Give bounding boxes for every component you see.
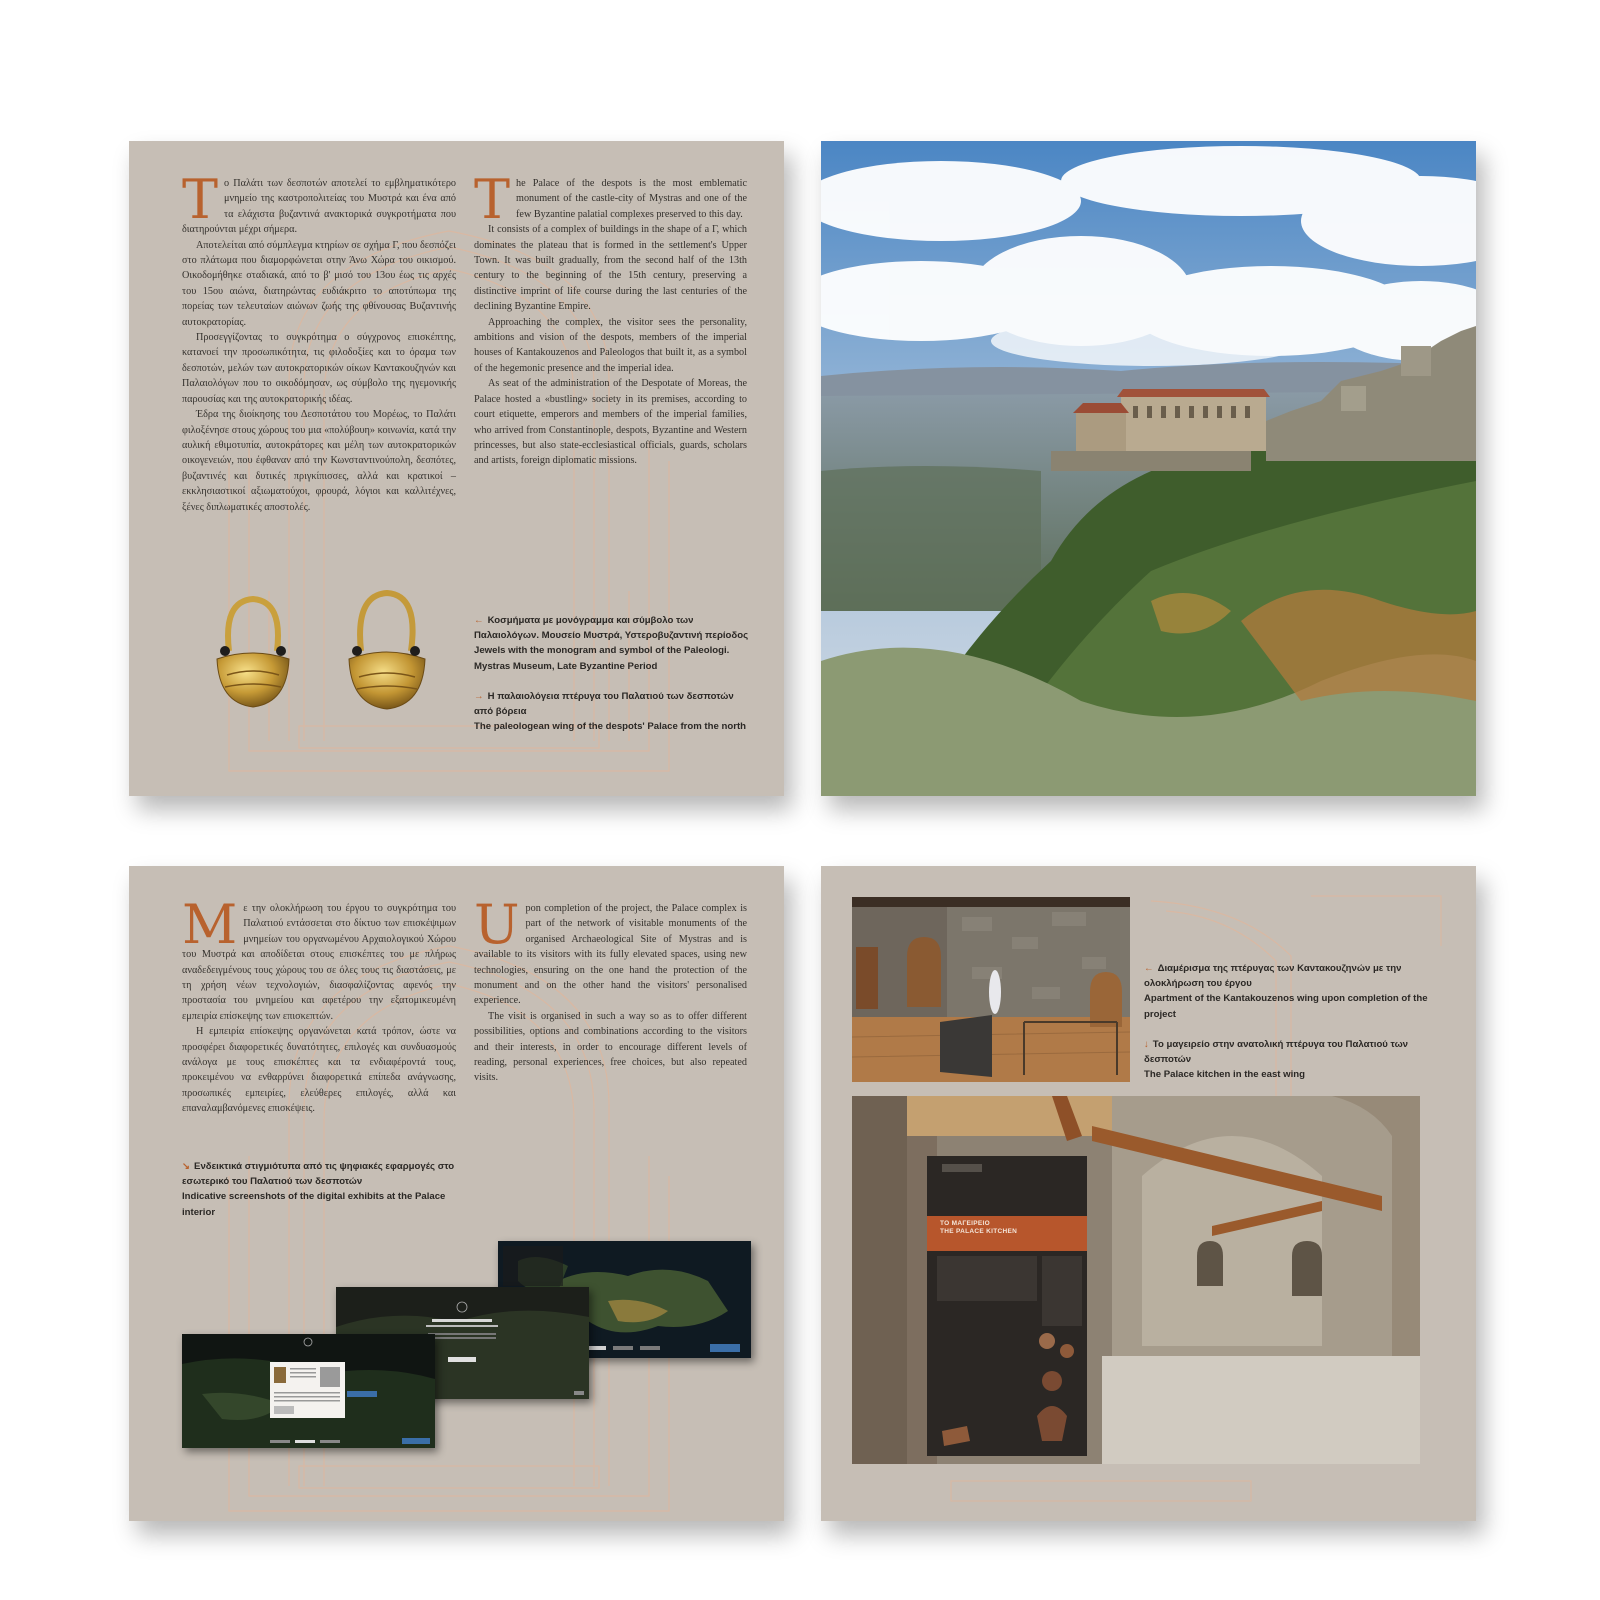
caption-apartment: [1144, 961, 1444, 1022]
caption-block: [474, 613, 754, 749]
paragraph: The visit is organised in such a way so as to offer different possibilities, options and combinations according to the visitors and their interests, in order to encourage different levels of reading, personal experiences, free choices, but also repeated visits.: [474, 1010, 747, 1084]
palace-landscape-photo: [821, 141, 1476, 796]
arrow-left-icon: ←: [1144, 963, 1154, 974]
paragraph: Αποτελείται από σύμπλεγμα κτηρίων σε σχήμα Γ, που δεσπόζει στο πλάτωμα που διαμορφώνεται στην Άνω Χώρα του οικισμού. Οικοδομήθηκε σταδιακά, από το β' μισό του 13ου έως τις αρχές του 15ου αιώνα, διατηρώντας ευδιάκριτο το αποτύπωμα της πορείας των τελευταίων αιώνων ζωής της φθίνουσας Βυζαντινής αυτοκρατορίας.: [182, 239, 456, 328]
caption-greek: Κοσμήματα με μονόγραμμα και σύμβολο των Παλαιολόγων. Μουσείο Μυστρά, Υστεροβυζαντινή περίοδος: [474, 615, 749, 642]
paragraph: Προσεγγίζοντας το συγκρότημα ο σύγχρονος επισκέπτης, κατανοεί την προσωπικότητα, τις φιλοδοξίες και το όραμα των δεσποτών, μελών των αυτοκρατορικών οίκων Καντακουζηνών και Παλαιολόγων που το οικοδόμησαν, ως σύμβολο της ηγεμονικής παρουσίας και της αυτοκρατορικής ιδέας.: [182, 332, 456, 405]
page-palace-interiors: [821, 866, 1476, 1521]
dropcap: Μ: [182, 893, 238, 956]
paragraph: ε την ολοκλήρωση του έργου το συγκρότημα του Παλατιού εντάσσεται στο δίκτυο των επισκέψιμων μνημείων του οργανωμένου Αρχαιολογικού Χώρου του Μυστρά και αποδίδεται στους επισκέπτες του με πλήρως αναδεδειγμένους τους χώρους του σε όλες τους τις διαστάσεις, με τη χρήση νέων τεχνολογιών, διασφαλίζοντας αφενός την προστασία του μνημείου και αφετέρου την εξατομικευμένη εμπειρία επίσκεψης των επισκεπτών.: [182, 903, 456, 1022]
paragraph: pon completion of the project, the Palace complex is part of the network of visitable monuments of the organised Archaeological Site of Mystras and is available to its visitors with its fully elevated spaces, using new technologies, ensuring on the one hand the protection of the monument and on the other hand the visitors' personalised experience.: [474, 903, 747, 1007]
paragraph: It consists of a complex of buildings in the shape of a Γ, which dominates the plateau that is formed in the settlement's Upper Town. It was built gradually, from the second half of the 13th century to the beginning of the 15th century, preserving a distinctive imprint of life course during the last centuries of the declining Byzantine Empire.: [474, 224, 747, 313]
arrow-down-right-icon: ↘: [182, 1161, 191, 1172]
arrow-right-icon: →: [474, 690, 484, 702]
digital-exhibit-screenshot-info: [182, 1334, 435, 1448]
page-palace-intro: [129, 141, 784, 796]
caption-english: The paleologean wing of the despots' Palace from the north: [474, 721, 747, 733]
dropcap: T: [474, 168, 511, 231]
paragraph: Έδρα της διοίκησης του Δεσποτάτου του Μορέως, το Παλάτι φιλοξένησε στους χώρους του μια «πολύβουη» κοινωνία, κατά την αυλική εθιμοτυπία, αυτοκράτορες και μέλη των αυτοκρατορικών οικογενειών, που έφθαναν από την Κωνσταντινούπολη, δεσπότες, βυζαντινές και δυτικές πριγκίπισσες, αλλά και κρατικοί – εκκλησιαστικοί αξιωματούχοι, φρουρά, λόγιοι και καλλιτέχνες, ξένες διπλωματικές αποστολές.: [182, 409, 456, 513]
dropcap: U: [474, 893, 520, 956]
caption-english: The Palace kitchen in the east wing: [1144, 1069, 1306, 1081]
gold-earring-right: [341, 589, 431, 713]
caption-jewels: [474, 613, 754, 674]
apartment-photo: [852, 897, 1130, 1082]
greek-text-column: [182, 893, 456, 1117]
caption-palace-wing: [474, 689, 754, 735]
caption-block: [1144, 961, 1444, 1097]
caption-greek: Ενδεικτικά στιγμιότυπα από τις ψηφιακές εφαρμογές στο εσωτερικό του Παλατιού των δεσποτών: [182, 1161, 455, 1188]
page-palace-photo: [821, 141, 1476, 796]
greek-text-column: [182, 168, 456, 515]
paragraph: Η εμπειρία επίσκεψης οργανώνεται κατά τρόπον, ώστε να προσφέρει διαφορετικές δυνατότητες, επιλογές και συνδυασμούς ανάλογα με τους επισκέπτες και τα ενδιαφέροντά τους, προκειμένου να ενθαρρύνει διαφορετικά επίπεδα ανάγνωσης, προσωπικές εμπειρίες, ελεύθερες επιλογές, αλλά και επαναλαμβανόμενες επισκέψεις.: [182, 1026, 456, 1115]
panel-title-greek: ΤΟ ΜΑΓΕΙΡΕΙΟ: [940, 1220, 991, 1227]
panel-title-english: THE PALACE KITCHEN: [940, 1228, 1018, 1235]
caption-english: Apartment of the Kantakouzenos wing upon completion of the project: [1144, 993, 1428, 1020]
paragraph: he Palace of the despots is the most emblematic monument of the castle-city of Mystras and one of the few Byzantine palatial complexes preserved to this day.: [516, 178, 747, 220]
caption-greek: Το μαγειρείο στην ανατολική πτέρυγα του Παλατιού των δεσποτών: [1144, 1038, 1409, 1066]
arrow-left-icon: ←: [474, 615, 484, 626]
dropcap: Τ: [182, 168, 219, 231]
caption-greek: Η παλαιολόγεια πτέρυγα του Παλατιού των δεσποτών από βόρεια: [474, 690, 734, 718]
caption-digital-screenshots: [182, 1159, 472, 1220]
caption-greek: Διαμέρισμα της πτέρυγας των Καντακουζηνών με την ολοκλήρωση του έργου: [1144, 963, 1402, 990]
arrow-down-icon: ↓: [1144, 1038, 1149, 1050]
caption-english: Indicative screenshots of the digital exhibits at the Palace interior: [182, 1191, 446, 1218]
english-text-column: [474, 168, 747, 469]
paragraph: Approaching the complex, the visitor sees the personality, ambitions and vision of the despots, members of the imperial houses of Kantakouzenos and Paleologos that built it, as a symbol of the hegemonic presence and the imperial idea.: [474, 316, 747, 374]
paragraph: As seat of the administration of the Despotate of Moreas, the Palace hosted a «bustling» society in its premises, according to court etiquette, emperors and members of the imperial families, who arrived from Constantinople, despots, Byzantine and Western princesses, but also state-ecclesiastical officials, guards, scholars and artists, foreign diplomatic missions.: [474, 378, 747, 467]
caption-kitchen: [1144, 1037, 1444, 1083]
caption-english: Jewels with the monogram and symbol of the Paleologi. Mystras Museum, Late Byzantine Period: [474, 645, 730, 672]
page-digital-exhibits: [129, 866, 784, 1521]
paragraph: ο Παλάτι των δεσποτών αποτελεί το εμβληματικότερο μνημείο της καστροπολιτείας του Μυστρά και ένα από τα ελάχιστα βυζαντινά ανακτορικά συγκροτήματα που διατηρούνται μέχρι σήμερα.: [182, 178, 456, 236]
kitchen-photo: [852, 1096, 1420, 1464]
english-text-column: [474, 893, 747, 1086]
gold-earring-left: [207, 593, 297, 713]
